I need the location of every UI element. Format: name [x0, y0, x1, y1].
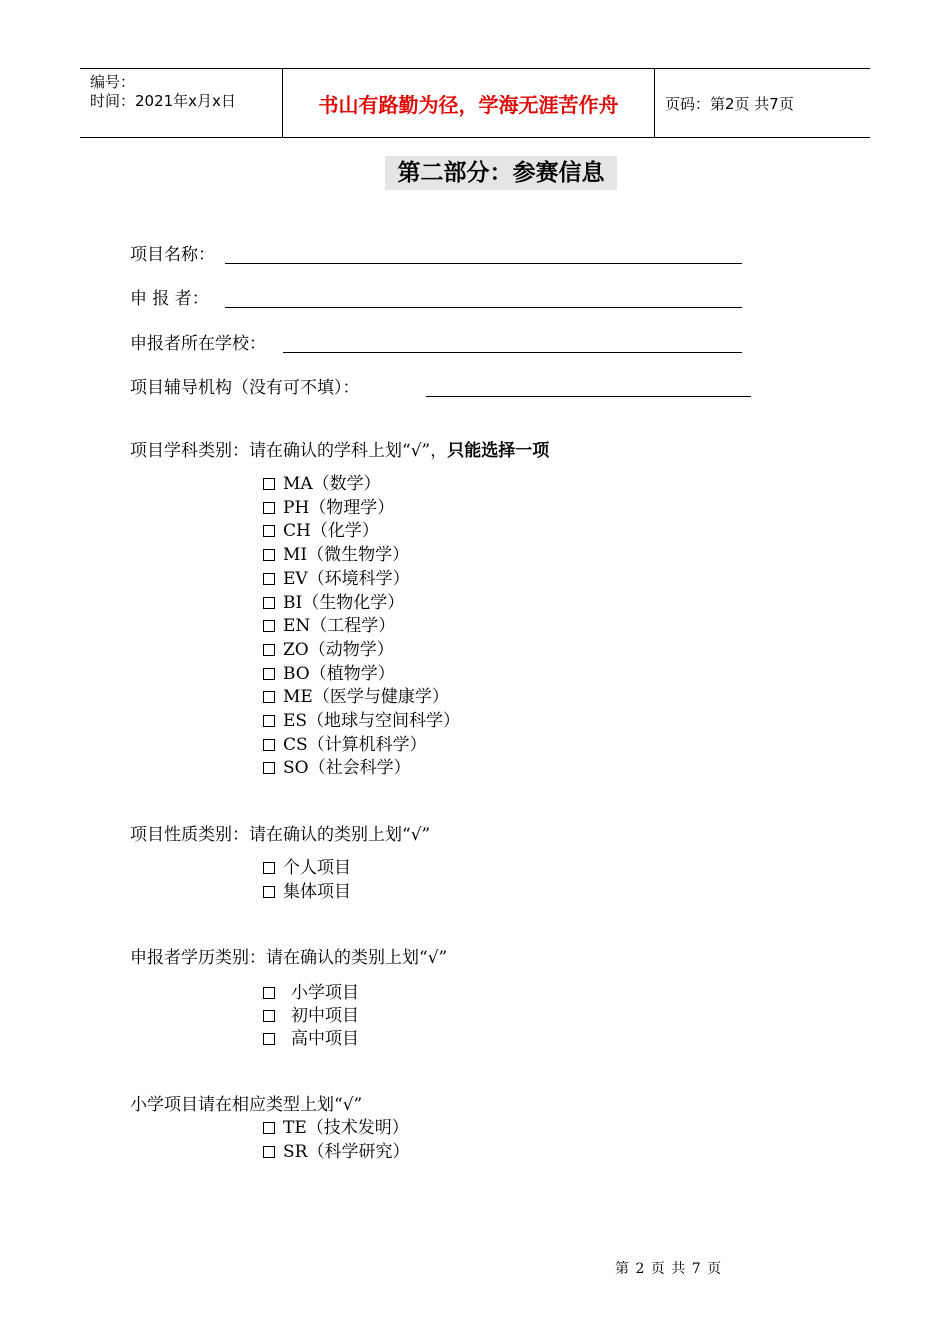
subject-option-label: ES（地球与空间科学） — [283, 711, 461, 731]
checkbox-icon[interactable] — [263, 691, 275, 703]
checkbox-icon[interactable] — [263, 597, 275, 609]
project-name-label: 项目名称： — [130, 245, 215, 265]
subject-option-label: EV（环境科学） — [283, 568, 410, 589]
header-number-label: 编号： — [90, 73, 136, 91]
header-motto: 书山有路勤为径，学海无涯苦作舟 — [282, 69, 655, 137]
checkbox-icon[interactable] — [263, 478, 275, 490]
checkbox-icon[interactable] — [263, 886, 275, 898]
nature-option-label: 个人项目 — [283, 858, 351, 878]
checkbox-icon[interactable] — [263, 525, 275, 537]
header-time-label: 时间：2021年x月x日 — [90, 92, 236, 110]
subject-option[interactable] — [263, 686, 449, 708]
page-header — [80, 68, 870, 138]
subject-option[interactable] — [263, 639, 394, 661]
nature-option-label: 集体项目 — [283, 882, 351, 902]
school-label: 申报者所在学校： — [130, 334, 266, 354]
education-option[interactable] — [263, 1005, 359, 1027]
checkbox-icon[interactable] — [263, 1146, 275, 1158]
subject-option-label: ME（医学与健康学） — [283, 687, 449, 708]
checkbox-icon[interactable] — [263, 739, 275, 751]
checkbox-icon[interactable] — [263, 1033, 275, 1045]
nature-option[interactable] — [263, 881, 351, 903]
checkbox-icon[interactable] — [263, 502, 275, 514]
checkbox-icon[interactable] — [263, 862, 275, 874]
education-prompt: 申报者学历类别：请在确认的类别上划“√” — [130, 948, 448, 968]
primary-prompt: 小学项目请在相应类型上划“√” — [130, 1095, 363, 1115]
page-footer: 第 2 页 共 7 页 — [615, 1261, 723, 1277]
institution-field[interactable] — [426, 396, 751, 397]
subject-option-label: CH（化学） — [283, 521, 379, 542]
school-field[interactable] — [283, 352, 742, 353]
subject-option-label: BO（植物学） — [283, 663, 395, 684]
subject-option[interactable] — [263, 544, 409, 566]
checkbox-icon[interactable] — [263, 1122, 275, 1134]
checkbox-icon[interactable] — [263, 715, 275, 727]
project-name-field[interactable] — [225, 263, 742, 264]
subject-prompt-emphasis: 只能选择一项 — [447, 441, 550, 461]
subject-option[interactable] — [263, 734, 427, 756]
checkbox-icon[interactable] — [263, 668, 275, 680]
checkbox-icon[interactable] — [263, 987, 275, 999]
subject-option-label: EN（工程学） — [283, 616, 396, 637]
checkbox-icon[interactable] — [263, 1010, 275, 1022]
nature-option[interactable] — [263, 857, 351, 879]
education-option[interactable] — [263, 1028, 359, 1050]
subject-prompt — [130, 440, 549, 462]
primary-option[interactable] — [263, 1141, 409, 1163]
primary-option-label: TE（技术发明） — [283, 1118, 409, 1138]
primary-option-label: SR（科学研究） — [283, 1142, 410, 1162]
subject-option[interactable] — [263, 497, 394, 519]
subject-option[interactable] — [263, 710, 460, 732]
header-meta — [80, 69, 282, 137]
subject-option-label: PH（物理学） — [283, 497, 395, 518]
section-title: 第二部分：参赛信息 — [385, 156, 617, 190]
institution-label: 项目辅导机构（没有可不填）： — [130, 378, 360, 398]
subject-prompt-text: 项目学科类别：请在确认的学科上划“√”， — [130, 441, 448, 461]
applicant-field[interactable] — [225, 307, 742, 308]
subject-option-label: SO（社会科学） — [283, 758, 411, 779]
subject-option[interactable] — [263, 757, 411, 779]
checkbox-icon[interactable] — [263, 573, 275, 585]
education-option-label: 初中项目 — [291, 1006, 359, 1026]
applicant-label: 申 报 者： — [130, 289, 209, 309]
checkbox-icon[interactable] — [263, 644, 275, 656]
subject-option[interactable] — [263, 615, 395, 637]
subject-option-label: BI（生物化学） — [283, 592, 405, 613]
header-page-label: 页码：第2页 共7页 — [665, 94, 794, 113]
education-option[interactable] — [263, 982, 359, 1004]
nature-prompt: 项目性质类别：请在确认的类别上划“√” — [130, 825, 431, 845]
checkbox-icon[interactable] — [263, 762, 275, 774]
subject-option[interactable] — [263, 663, 395, 685]
subject-option-label: MA（数学） — [283, 474, 381, 494]
subject-option[interactable] — [263, 520, 379, 542]
checkbox-icon[interactable] — [263, 620, 275, 632]
subject-option[interactable] — [263, 568, 410, 590]
primary-option[interactable] — [263, 1117, 409, 1139]
subject-option[interactable] — [263, 592, 404, 614]
subject-option-label: CS（计算机科学） — [283, 734, 427, 755]
subject-option-label: MI（微生物学） — [283, 545, 410, 566]
education-option-label: 小学项目 — [291, 983, 359, 1003]
subject-option[interactable] — [263, 473, 381, 495]
checkbox-icon[interactable] — [263, 549, 275, 561]
subject-option-label: ZO（动物学） — [283, 639, 394, 660]
education-option-label: 高中项目 — [291, 1029, 359, 1049]
